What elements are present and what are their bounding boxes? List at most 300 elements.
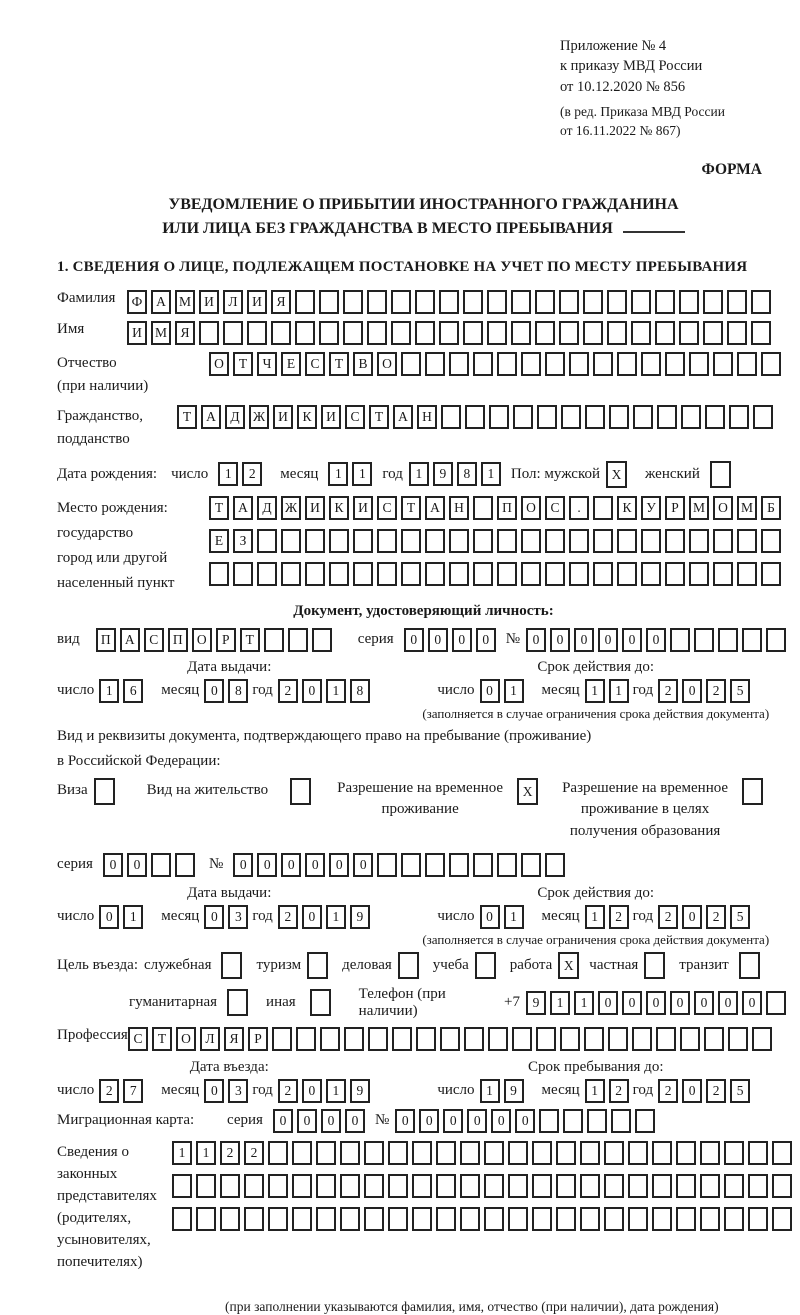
birth-place-cell: И [305, 496, 325, 520]
migration-card-label: Миграционная карта: [57, 1112, 195, 1129]
profession-cell [536, 1027, 556, 1051]
profession-cell [488, 1027, 508, 1051]
profession-cell [416, 1027, 436, 1051]
birth-place-cell [281, 562, 301, 586]
birth-place-cell [593, 562, 613, 586]
birth-place-cell [593, 529, 613, 553]
issue2-day-label: число [57, 908, 95, 925]
stay-year-cell: 2 [706, 1079, 726, 1103]
phone-digit-cell: 9 [526, 991, 546, 1015]
purpose-private-label: частная [589, 956, 639, 973]
doc-issue-col [57, 659, 402, 722]
legal-reps-cell [244, 1174, 264, 1198]
expiry-year-cell: 2 [658, 905, 678, 929]
visa-checkbox [94, 778, 119, 805]
legal-reps-cell [388, 1207, 408, 1231]
entry-day-cell: 2 [99, 1079, 119, 1103]
birth-place-cell [761, 562, 781, 586]
mc-series-cell: 0 [273, 1109, 293, 1133]
patronymic-cell [545, 352, 565, 376]
patronymic-cell [449, 352, 469, 376]
mc-series-label: серия [227, 1112, 263, 1129]
legal-reps-cell [508, 1174, 528, 1198]
profession-cell [320, 1027, 340, 1051]
res-number-cell [521, 853, 541, 877]
issue-day-cell: 1 [99, 679, 119, 703]
res-issue-heading: Дата выдачи: [187, 884, 272, 901]
legal-reps-cell [388, 1141, 408, 1165]
legal-reps-cell [724, 1174, 744, 1198]
birth-place-cell [497, 529, 517, 553]
expiry-year-cell: 2 [658, 679, 678, 703]
birth-place-label: Место рождения: государство город или другой населенный пункт [57, 499, 175, 591]
legal-reps-cell [676, 1207, 696, 1231]
edu-permit-checkbox [742, 778, 767, 805]
res-series-cell: 0 [103, 853, 123, 877]
expiry2-day-cells [480, 905, 528, 929]
citizenship-cell: С [345, 405, 365, 429]
birth-place-row3 [209, 562, 785, 586]
citizenship-cell [537, 405, 557, 429]
patronymic-cell [425, 352, 445, 376]
birth-place-cell [545, 529, 565, 553]
birth-year-cell: 1 [409, 462, 429, 486]
profession-cell [680, 1027, 700, 1051]
annex-line-3: от 10.12.2020 № 856 [560, 78, 686, 95]
expiry1-note: (заполняется в случае ограничения срока действия документа) [422, 705, 770, 721]
issue1-year-label: год [252, 682, 273, 699]
legal-reps-cell [700, 1174, 720, 1198]
surname-cell [511, 290, 531, 314]
legal-reps-row2 [172, 1174, 796, 1198]
purpose-work-label: работа [509, 956, 553, 973]
citizenship-cell [441, 405, 461, 429]
legal-reps-cell [556, 1174, 576, 1198]
doc-type-cell: А [120, 628, 140, 652]
birth-place-cell [641, 529, 661, 553]
surname-cell [415, 290, 435, 314]
legal-reps-cell [172, 1174, 192, 1198]
entry-year-cells [278, 1079, 374, 1103]
birth-place-cell: О [713, 496, 733, 520]
temp-permit-checkbox [517, 778, 542, 805]
legal-reps-cell [604, 1207, 624, 1231]
issue-month-cell: 8 [228, 679, 248, 703]
doc-dates-row [57, 659, 790, 722]
birth-place-cell: Б [761, 496, 781, 520]
surname-cell [751, 290, 771, 314]
purpose-work-checkbox [558, 952, 583, 979]
birth-place-cell [665, 529, 685, 553]
res-number-cells [233, 853, 569, 877]
birth-place-cell: Н [449, 496, 469, 520]
issue2-month-cells [204, 905, 252, 929]
patronymic-cell: Т [233, 352, 253, 376]
citizenship-cell: А [393, 405, 413, 429]
birth-place-cell [521, 529, 541, 553]
citizenship-cell [465, 405, 485, 429]
doc-type-cell [288, 628, 308, 652]
given-name-cells [127, 321, 775, 345]
given-name-cell [295, 321, 315, 345]
phone-digit-cell: 0 [646, 991, 666, 1015]
profession-cell [752, 1027, 772, 1051]
birth-place-cell [497, 562, 517, 586]
res-dates-row [57, 885, 790, 948]
birth-month-cell: 1 [352, 462, 372, 486]
birth-day-cell: 1 [218, 462, 238, 486]
res-series-cell [151, 853, 171, 877]
legal-reps-cell [460, 1174, 480, 1198]
issue1-day-cells [99, 679, 147, 703]
stay-day-cell: 1 [480, 1079, 500, 1103]
doc-number-cell: 0 [550, 628, 570, 652]
edu-permit-cell [742, 778, 763, 805]
res-number-cell [449, 853, 469, 877]
patronymic-cell [713, 352, 733, 376]
purpose-other-cell [310, 989, 331, 1016]
birth-place-cell [617, 562, 637, 586]
legal-reps-cell [532, 1207, 552, 1231]
gender-female-checkbox [710, 461, 735, 488]
doc-series-cell: 0 [428, 628, 448, 652]
entry-month-cell: 3 [228, 1079, 248, 1103]
res-number-cell: 0 [305, 853, 325, 877]
residence-doc-line1: Вид и реквизиты документа, подтверждающего право на пребывание (проживание) [57, 727, 592, 744]
legal-reps-cell [340, 1174, 360, 1198]
expiry2-year-label: год [632, 908, 654, 925]
doc-series-cell: 0 [452, 628, 472, 652]
surname-cell: Ф [127, 290, 147, 314]
purpose-business-checkbox [398, 952, 423, 979]
legal-reps-cell [628, 1207, 648, 1231]
purpose-humanitarian-label: гуманитарная [129, 994, 218, 1011]
birth-place-cell [689, 529, 709, 553]
mc-number-cell: 0 [491, 1109, 511, 1133]
entry-year-cell: 9 [350, 1079, 370, 1103]
legal-reps-cell [484, 1174, 504, 1198]
stay-day-cell: 9 [504, 1079, 524, 1103]
profession-cell: О [176, 1027, 196, 1051]
citizenship-cell: Н [417, 405, 437, 429]
given-name-cell [727, 321, 747, 345]
expiry-day-cell: 0 [480, 679, 500, 703]
birth-place-cell [521, 562, 541, 586]
birth-place-cell: Т [209, 496, 229, 520]
legal-reps-cell [316, 1141, 336, 1165]
legal-reps-cell [652, 1207, 672, 1231]
legal-reps-cell [316, 1174, 336, 1198]
given-name-cell [247, 321, 267, 345]
given-name-cell [751, 321, 771, 345]
surname-cell: М [175, 290, 195, 314]
doc-number-cell [718, 628, 738, 652]
surname-cell [487, 290, 507, 314]
birth-place-cell: А [425, 496, 445, 520]
annex-line-4: (в ред. Приказа МВД России [560, 103, 725, 119]
purpose-label: Цель въезда: [57, 956, 138, 973]
surname-cell [559, 290, 579, 314]
legal-reps-cell: 2 [220, 1141, 240, 1165]
expiry-year-cell: 2 [706, 905, 726, 929]
doc-series-cells [404, 628, 500, 652]
citizenship-cell [657, 405, 677, 429]
profession-cell [368, 1027, 388, 1051]
phone-digit-cell: 1 [550, 991, 570, 1015]
entry-year-label: год [252, 1082, 273, 1099]
surname-cell [655, 290, 675, 314]
doc-number-cell: 0 [646, 628, 666, 652]
surname-cells [127, 290, 775, 314]
patronymic-cell [569, 352, 589, 376]
residence-series-row [57, 853, 790, 877]
mc-series-cell: 0 [345, 1109, 365, 1133]
birth-place-cell: Р [665, 496, 685, 520]
legal-reps-cell [532, 1174, 552, 1198]
given-name-cell [391, 321, 411, 345]
birth-place-row1 [209, 496, 785, 520]
legal-reps-cell [532, 1141, 552, 1165]
birth-place-cell [449, 562, 469, 586]
given-name-cell [439, 321, 459, 345]
legal-reps-cell [412, 1141, 432, 1165]
doc-series-label: серия [357, 631, 394, 648]
surname-cell [679, 290, 699, 314]
res-series-label: серия [57, 856, 93, 873]
entry-month-cells [204, 1079, 252, 1103]
birth-place-cell [449, 529, 469, 553]
surname-cell [631, 290, 651, 314]
surname-cell [727, 290, 747, 314]
surname-cell [439, 290, 459, 314]
form-title-line2: ИЛИ ЛИЦА БЕЗ ГРАЖДАНСТВА В МЕСТО ПРЕБЫВАНИЯ [162, 219, 613, 237]
mc-number-cell [563, 1109, 583, 1133]
profession-cell: Л [200, 1027, 220, 1051]
birth-place-cell [401, 562, 421, 586]
purpose-row-2 [129, 986, 790, 1020]
expiry1-month-cells [585, 679, 633, 703]
annex-line-5: от 16.11.2022 № 867) [560, 122, 681, 138]
doc-type-cell: Р [216, 628, 236, 652]
issue-month-cell: 0 [204, 905, 224, 929]
res-issue-col [57, 885, 402, 948]
birth-place-cell [713, 529, 733, 553]
legal-reps-cell [628, 1174, 648, 1198]
issue-year-cell: 0 [302, 679, 322, 703]
legal-reps-cell [292, 1141, 312, 1165]
profession-cell [440, 1027, 460, 1051]
surname-cell [319, 290, 339, 314]
res-number-cell: 0 [329, 853, 349, 877]
issue2-month-label: месяц [161, 908, 200, 925]
legal-reps-cell [196, 1207, 216, 1231]
phone-digit-cell: 0 [670, 991, 690, 1015]
phone-digit-cell: 0 [598, 991, 618, 1015]
legal-reps-cell [676, 1174, 696, 1198]
profession-cell: Я [224, 1027, 244, 1051]
issue-day-cell: 1 [123, 905, 143, 929]
expiry1-day-label: число [437, 682, 475, 699]
expiry2-year-cells [658, 905, 754, 929]
doc-number-cells [526, 628, 790, 652]
birth-place-cell [305, 562, 325, 586]
birth-place-cell [689, 562, 709, 586]
birth-place-cell [401, 529, 421, 553]
purpose-study-label: учеба [432, 956, 469, 973]
citizenship-cell [489, 405, 509, 429]
mc-number-cells [395, 1109, 659, 1133]
stay-month-cell: 2 [609, 1079, 629, 1103]
legal-reps-note: (при заполнении указываются фамилия, имя, отчество (при наличии), дата рождения) [225, 1298, 719, 1314]
gender-male-checkbox [606, 461, 631, 488]
birth-place-row [57, 496, 790, 596]
legal-reps-cell [436, 1174, 456, 1198]
legal-reps-cell [652, 1174, 672, 1198]
patronymic-cell [689, 352, 709, 376]
citizenship-cell [633, 405, 653, 429]
res-number-cell [545, 853, 565, 877]
surname-cell [367, 290, 387, 314]
citizenship-cell: И [273, 405, 293, 429]
birth-place-cell [641, 562, 661, 586]
res-number-cell: 0 [233, 853, 253, 877]
visa-label: Виза [57, 781, 88, 798]
surname-cell [607, 290, 627, 314]
birth-place-cell [617, 529, 637, 553]
birth-place-cell: К [617, 496, 637, 520]
citizenship-cell: Т [369, 405, 389, 429]
purpose-tourism-label: туризм [256, 956, 302, 973]
birth-place-cell: У [641, 496, 661, 520]
expiry-day-cell: 1 [504, 905, 524, 929]
legal-reps-cell [484, 1207, 504, 1231]
purpose-row-1 [57, 952, 790, 979]
legal-reps-cell [460, 1207, 480, 1231]
surname-cell: А [151, 290, 171, 314]
citizenship-cell: Д [225, 405, 245, 429]
legal-reps-cell [580, 1141, 600, 1165]
birth-year-cell: 8 [457, 462, 477, 486]
doc-series-cell: 0 [476, 628, 496, 652]
doc-type-cell: П [96, 628, 116, 652]
issue-month-cell: 0 [204, 679, 224, 703]
expiry1-year-cells [658, 679, 754, 703]
res-series-cells [103, 853, 199, 877]
entry-month-label: месяц [161, 1082, 200, 1099]
legal-reps-cell [244, 1207, 264, 1231]
profession-cell: С [128, 1027, 148, 1051]
issue1-day-label: число [57, 682, 95, 699]
legal-reps-cell [268, 1207, 288, 1231]
birth-place-cell [329, 529, 349, 553]
legal-reps-cell [436, 1141, 456, 1165]
birth-place-cell [353, 562, 373, 586]
birth-place-cell [425, 562, 445, 586]
birth-place-cells [209, 496, 785, 595]
surname-cell: Л [223, 290, 243, 314]
citizenship-cell [513, 405, 533, 429]
doc-type-cell: С [144, 628, 164, 652]
citizenship-cell: Т [177, 405, 197, 429]
legal-reps-cell [460, 1141, 480, 1165]
citizenship-cell [561, 405, 581, 429]
given-name-cell: Я [175, 321, 195, 345]
stay-year-cell: 5 [730, 1079, 750, 1103]
purpose-tourism-cell [307, 952, 328, 979]
res-number-cell: 0 [257, 853, 277, 877]
birth-place-cell: С [545, 496, 565, 520]
given-name-cell [535, 321, 555, 345]
birth-day-cells [218, 462, 266, 486]
stay-until-col [402, 1059, 790, 1103]
doc-number-cell [670, 628, 690, 652]
doc-series-cell: 0 [404, 628, 424, 652]
birth-year-label: год [382, 465, 403, 482]
surname-cell [391, 290, 411, 314]
phone-digit-cell: 0 [694, 991, 714, 1015]
patronymic-cell: В [353, 352, 373, 376]
birth-place-cell: . [569, 496, 589, 520]
surname-cell [583, 290, 603, 314]
purpose-study-checkbox [475, 952, 500, 979]
legal-reps-cells [172, 1141, 796, 1240]
purpose-transit-label: транзит [679, 956, 729, 973]
issue2-year-cells [278, 905, 374, 929]
legal-reps-cell [748, 1174, 768, 1198]
mc-series-cells [273, 1109, 369, 1133]
issue-year-cell: 9 [350, 905, 370, 929]
given-name-cell [463, 321, 483, 345]
expiry-year-cell: 2 [706, 679, 726, 703]
gender-female-label: женский [645, 465, 700, 482]
expiry-year-cell: 5 [730, 679, 750, 703]
legal-reps-cell [292, 1174, 312, 1198]
residence-permit-cell [290, 778, 311, 805]
legal-reps-cell [772, 1174, 792, 1198]
doc-number-cell [742, 628, 762, 652]
mc-number-cell: 0 [395, 1109, 415, 1133]
issue-year-cell: 1 [326, 905, 346, 929]
res-number-cell: 0 [353, 853, 373, 877]
title-blank-underline [623, 230, 685, 233]
profession-cell [560, 1027, 580, 1051]
residence-permit-label: Вид на жительство [146, 781, 269, 798]
profession-cell [272, 1027, 292, 1051]
profession-cell [704, 1027, 724, 1051]
birth-place-cell [569, 529, 589, 553]
given-name-cell [367, 321, 387, 345]
purpose-other-checkbox [310, 989, 335, 1016]
birth-place-cell: Д [257, 496, 277, 520]
purpose-business-cell [398, 952, 419, 979]
given-name-cell [559, 321, 579, 345]
legal-reps-cell [220, 1207, 240, 1231]
expiry-month-cell: 2 [609, 905, 629, 929]
birth-place-cell [473, 562, 493, 586]
legal-reps-row1 [172, 1141, 796, 1165]
birth-month-label: месяц [280, 465, 319, 482]
mc-number-cell [635, 1109, 655, 1133]
stay-month-cell: 1 [585, 1079, 605, 1103]
surname-cell: И [247, 290, 267, 314]
annex-line-2: к приказу МВД России [560, 58, 703, 75]
citizenship-cell [753, 405, 773, 429]
legal-reps-cell [364, 1174, 384, 1198]
expiry2-month-cells [585, 905, 633, 929]
profession-cell [608, 1027, 628, 1051]
legal-reps-cell [508, 1141, 528, 1165]
profession-cell [344, 1027, 364, 1051]
